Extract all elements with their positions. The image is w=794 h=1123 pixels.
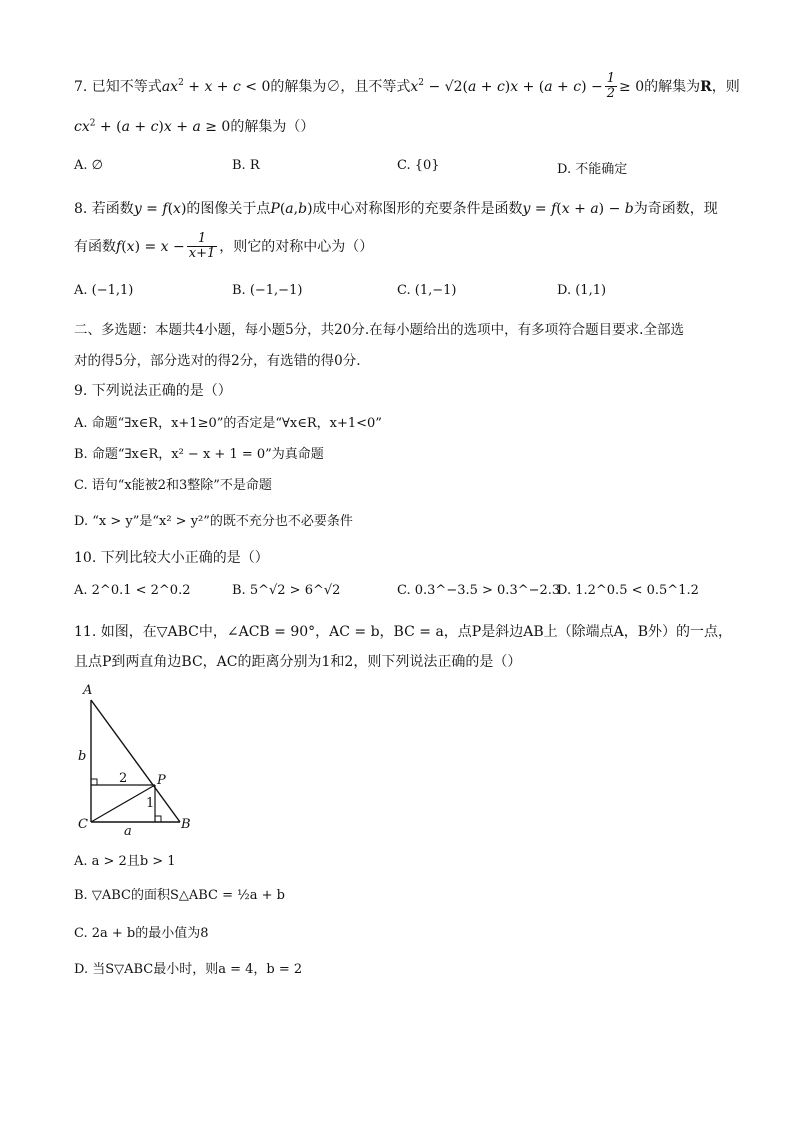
q9-option-a: A. 命题“∃x∈R，x+1≥0”的否定是“∀x∈R，x+1<0”: [74, 416, 382, 431]
label-c-vertex: C: [78, 817, 88, 832]
section2-line2: 对的得5分，部分选对的得2分，有选错的得0分.: [74, 353, 361, 369]
side-ab: [91, 700, 180, 822]
q7-line1: 7. 已知不等式$ax^2 + x + c < 0$的解集为∅，且不等式$x^2 - √2(a + c)x + (a + c)$ − $\frac{1}{2}$ ≥ 0的解集为R，则: [74, 71, 740, 102]
q7-option-a: A. ∅: [74, 158, 103, 173]
q8-option-c: C. (1,−1): [397, 283, 457, 298]
right-angle-mark-top: [91, 779, 97, 785]
label-b-vertex: B: [181, 817, 191, 832]
label-distance-2: 2: [119, 771, 128, 786]
label-distance-1: 1: [146, 796, 155, 811]
q11-line1: 11. 如图，在▽ABC中，∠ACB = 90°，AC = b，BC = a，点P是斜边AB上（除端点A，B外）的一点，: [74, 624, 733, 640]
q11-option-a: A. a > 2且b > 1: [74, 854, 176, 869]
q9-option-d: D. “x > y”是“x² > y²”的既不充分也不必要条件: [74, 514, 353, 529]
q10-option-a: A. 2^0.1 < 2^0.2: [74, 583, 191, 598]
q8-line1: 8. 若函数y = f(x)的图像关于点P(a,b)成中心对称图形的充要条件是函数y = f(x + a) − b为奇函数，现: [74, 201, 718, 217]
q9-stem: 9. 下列说法正确的是（）: [74, 383, 232, 399]
q8-option-b: B. (−1,−1): [232, 283, 303, 298]
right-angle-mark-bottom: [155, 816, 161, 822]
q8-option-a: A. (−1,1): [74, 283, 134, 298]
q10-stem: 10. 下列比较大小正确的是（）: [74, 550, 269, 566]
section2-line1: 二、多选题：本题共4小题，每小题5分，共20分.在每小题给出的选项中，有多项符合题目要求.全部选: [74, 322, 684, 338]
triangle-figure: [72, 680, 202, 840]
q11-line2: 且点P到两直角边BC，AC的距离分别为1和2，则下列说法正确的是（）: [74, 654, 522, 670]
q7-line2: $cx^2 + (a + c)x + a \ge 0$的解集为（）: [74, 118, 315, 135]
q11-option-b: B. ▽ABC的面积S△ABC = ½a + b: [74, 888, 285, 903]
q7-option-d: D. 不能确定: [557, 162, 628, 177]
q7-option-b: B. R: [232, 158, 260, 173]
q10-option-b: B. 5^√2 > 6^√2: [232, 583, 341, 598]
q9-option-b: B. 命题“∃x∈R，x² − x + 1 = 0”为真命题: [74, 447, 324, 462]
q10-option-d: D. 1.2^0.5 < 0.5^1.2: [557, 583, 699, 598]
label-p-point: P: [157, 773, 166, 788]
label-a-side: a: [124, 824, 132, 839]
q11-option-c: C. 2a + b的最小值为8: [74, 926, 209, 941]
q11-option-d: D. 当S▽ABC最小时，则a = 4，b = 2: [74, 962, 303, 977]
q9-option-c: C. 语句“x能被2和3整除”不是命题: [74, 478, 272, 493]
label-a-vertex: A: [83, 683, 93, 698]
q10-option-c: C. 0.3^−3.5 > 0.3^−2.3: [397, 583, 561, 598]
q7-option-c: C. {0}: [397, 158, 440, 173]
label-b-side: b: [78, 749, 87, 764]
q8-option-d: D. (1,1): [557, 283, 607, 298]
q8-line2: 有函数f(x) = x − $\frac{1}{x+1}$ ，则它的对称中心为（）: [74, 231, 374, 262]
